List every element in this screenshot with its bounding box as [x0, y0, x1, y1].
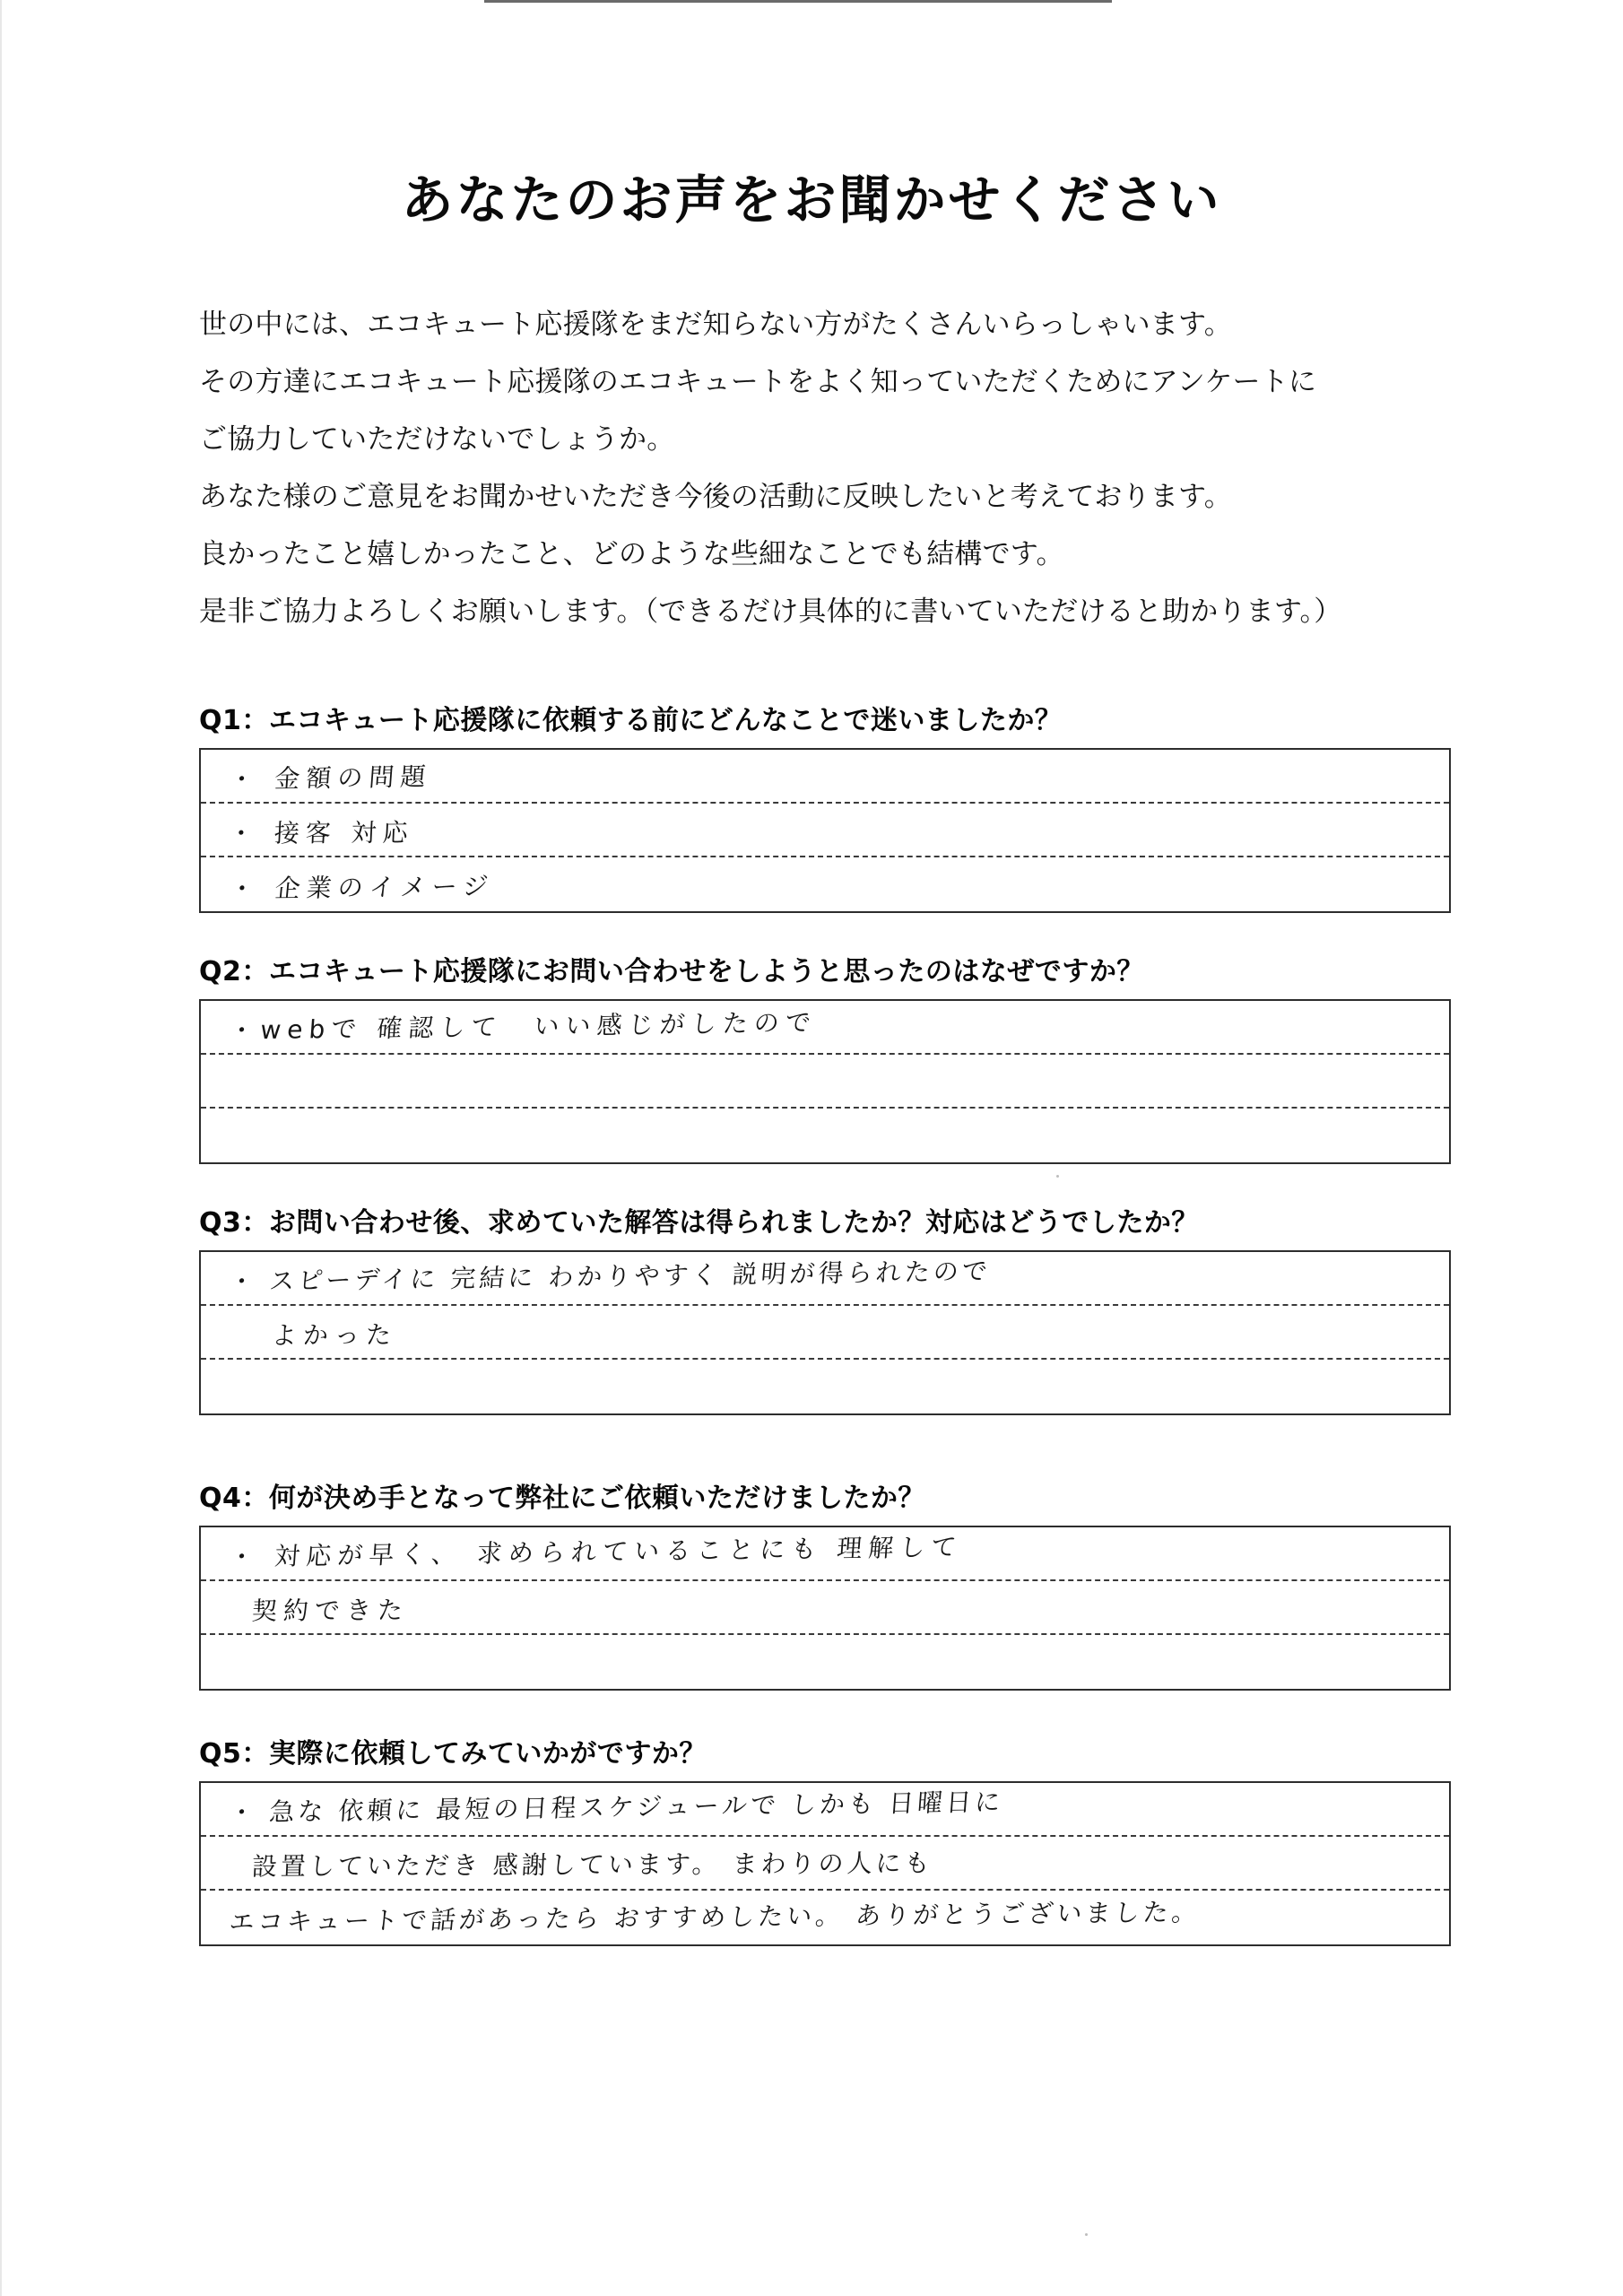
answer-line[interactable] [201, 1001, 1449, 1055]
intro-line: 良かったこと嬉しかったこと、どのような些細なことでも結構です。 [199, 538, 1064, 570]
answer-line[interactable] [201, 1783, 1449, 1837]
answer-line[interactable] [201, 1891, 1449, 1944]
handwritten-answer: エコキュートで話があったら おすすめしたい。 ありがとうございました。 [228, 1897, 1202, 1937]
answer-box-q1[interactable] [199, 748, 1451, 913]
answer-line[interactable] [201, 1306, 1449, 1360]
page-title: あなたのお声をお聞かせください [401, 170, 1222, 230]
scan-artifact-left [0, 0, 2, 2296]
handwritten-answer: ・ スピーデイに 完結に わかりやすく 説明が得られたので [228, 1256, 993, 1297]
answer-line[interactable] [201, 750, 1449, 804]
handwritten-answer [201, 1670, 1477, 1683]
intro-line: ご協力していただけないでしょうか。 [199, 423, 675, 456]
handwritten-answer: ・ 金額の問題 [228, 761, 433, 795]
scan-speck [1056, 1175, 1059, 1178]
handwritten-answer: 設置していただき 感謝しています。 まわりの人にも [251, 1848, 934, 1882]
answer-line[interactable] [201, 1360, 1449, 1413]
question-block-q1 [199, 698, 1451, 913]
handwritten-answer: 契約できた [251, 1595, 410, 1626]
answer-line[interactable] [201, 1252, 1449, 1306]
question-label-q1: Q1：エコキュート応援隊に依頼する前にどんなことで迷いましたか？ [199, 705, 1063, 736]
handwritten-answer: ・ 企業のイメージ [228, 871, 496, 904]
answer-line[interactable] [201, 1527, 1449, 1581]
intro-line: その方達にエコキュート応援隊のエコキュートをよく知っていただくためにアンケートに [199, 366, 1317, 398]
intro-line: 是非ご協力よろしくお願いします。（できるだけ具体的に書いていただけると助かります。） [199, 596, 1342, 628]
question-block-q5 [199, 1731, 1451, 1946]
answer-line[interactable] [201, 1635, 1449, 1689]
intro-line: あなた様のご意見をお聞かせいただき今後の活動に反映したいと考えております。 [199, 481, 1232, 513]
question-label-q2: Q2：エコキュート応援隊にお問い合わせをしようと思ったのはなぜですか？ [199, 956, 1144, 987]
handwritten-answer [201, 1395, 1477, 1408]
intro-paragraph [199, 296, 1454, 640]
handwritten-answer: ・ 対応が早く、 求められていることにも 理解して [228, 1532, 964, 1572]
scan-speck [1085, 2233, 1088, 2236]
answer-box-q3[interactable] [199, 1250, 1451, 1415]
answer-line[interactable] [201, 1837, 1449, 1891]
answer-line[interactable] [201, 804, 1449, 857]
answer-box-q5[interactable] [199, 1781, 1451, 1946]
handwritten-answer: ・ 急な 依頼に 最短の日程スケジュールで しかも 日曜日に [228, 1787, 1005, 1828]
answer-line[interactable] [201, 1055, 1449, 1109]
handwritten-answer: ・ 接客 対応 [228, 817, 415, 848]
question-block-q3 [199, 1200, 1451, 1415]
scan-artifact-top [484, 0, 1112, 3]
question-block-q2 [199, 949, 1451, 1164]
question-label-q3: Q3：お問い合わせ後、求めていた解答は得られましたか？対応はどうでしたか？ [199, 1207, 1199, 1239]
handwritten-answer [201, 1144, 1477, 1157]
question-label-q4: Q4：何が決め手となって弊社にご依頼いただけましたか？ [199, 1483, 925, 1514]
intro-line: 世の中には、エコキュート応援隊をまだ知らない方がたくさんいらっしゃいます。 [199, 309, 1232, 341]
answer-line[interactable] [201, 1581, 1449, 1635]
handwritten-answer: ・webで 確認して いい感じがしたので [228, 1007, 819, 1046]
question-label-q5: Q5：実際に依頼してみていかがですか？ [199, 1738, 707, 1770]
handwritten-answer: よかった [271, 1319, 398, 1351]
answer-line[interactable] [201, 1109, 1449, 1162]
answer-box-q2[interactable] [199, 999, 1451, 1164]
answer-line[interactable] [201, 857, 1449, 911]
handwritten-answer [201, 1095, 1476, 1101]
question-block-q4 [199, 1475, 1451, 1691]
answer-box-q4[interactable] [199, 1526, 1451, 1691]
